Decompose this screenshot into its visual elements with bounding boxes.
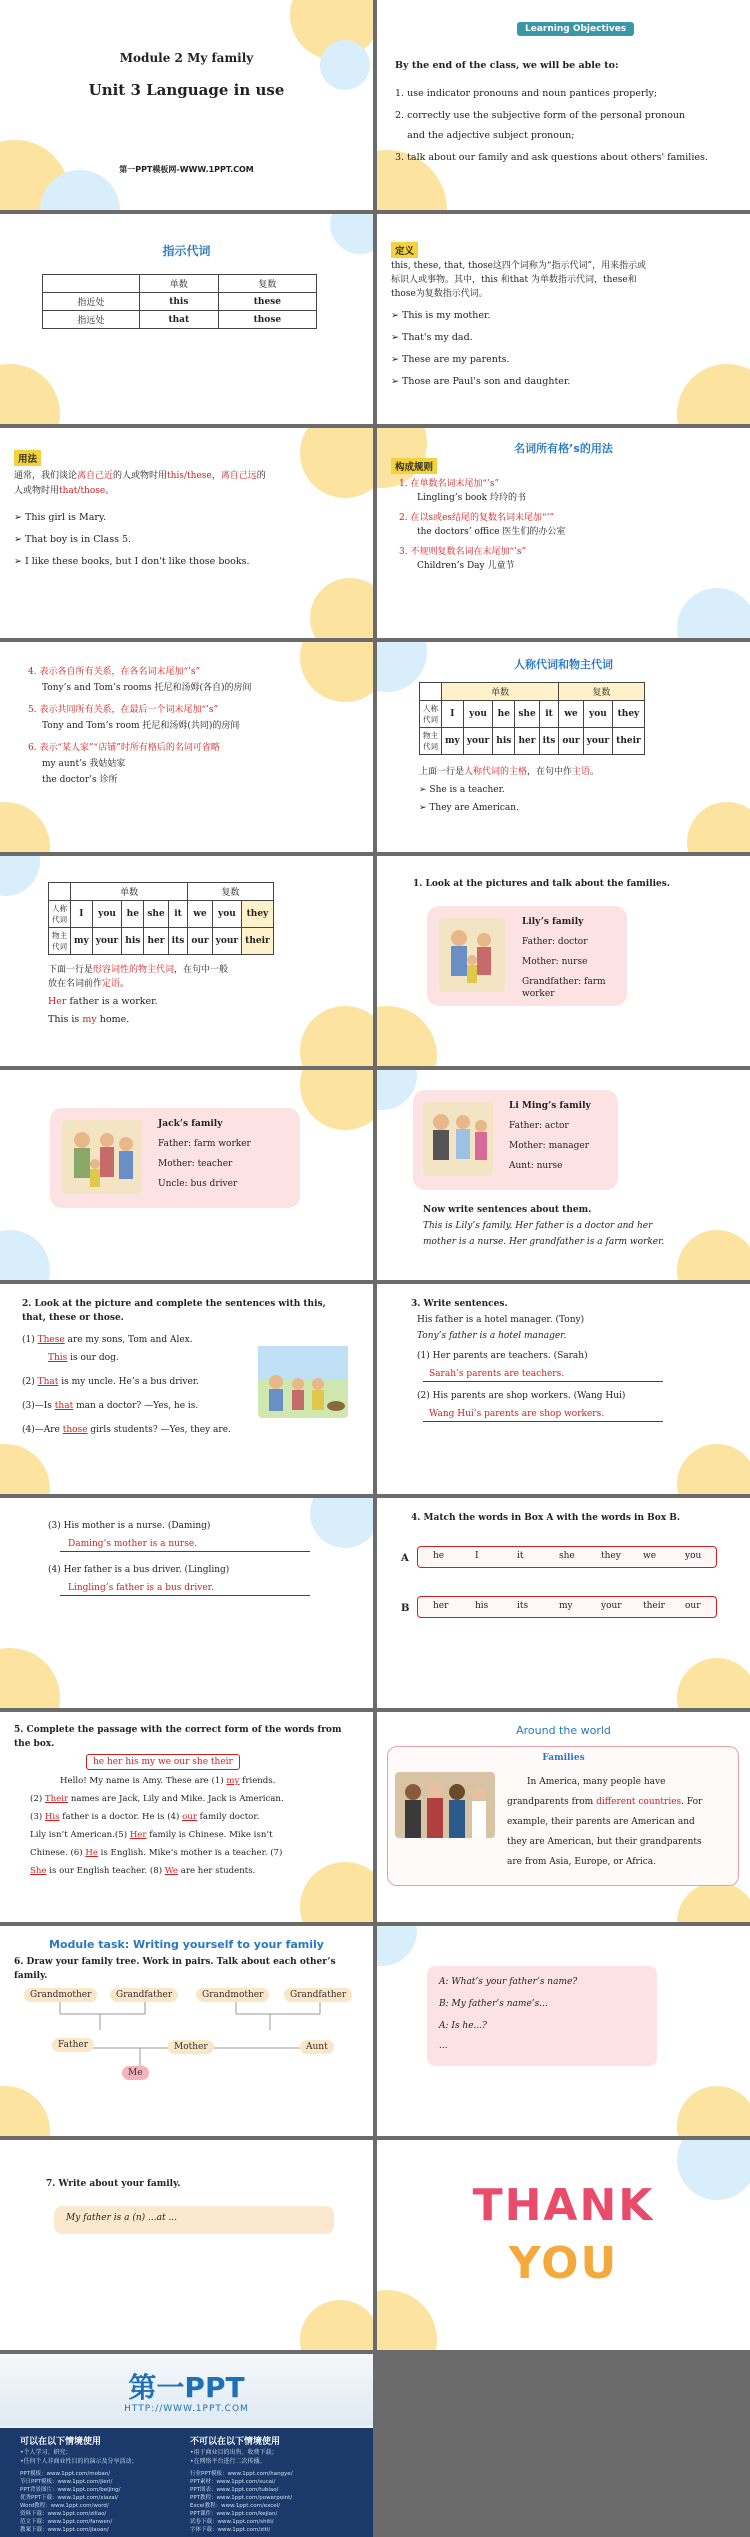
family-line: Father: doctor	[522, 937, 588, 947]
slide-exercise-3-cont[interactable]	[0, 1498, 373, 1708]
table-cell: I	[71, 901, 93, 928]
module-title: Module 2 My family	[119, 51, 254, 65]
slide-objectives[interactable]	[377, 0, 750, 210]
note-line: 上面一行是人称代词的主格，在句中作主语。	[419, 767, 600, 777]
family-photo	[439, 918, 505, 992]
slide-liming-family[interactable]	[377, 1070, 750, 1280]
writing-example: My father is a (n) ...at ...	[66, 2213, 178, 2223]
family-line: Uncle: bus driver	[158, 1179, 238, 1189]
tree-node-me: Me	[122, 2066, 149, 2080]
word-box-item: my	[141, 1757, 156, 1767]
word-box-item: their	[210, 1757, 233, 1767]
table-cell: your	[463, 728, 493, 755]
table-cell	[49, 883, 71, 901]
reading-title: Families	[542, 1753, 585, 1763]
word-box-item: her	[107, 1757, 123, 1767]
slide-module-task[interactable]	[0, 1926, 373, 2136]
family-line: Mother: nurse	[522, 957, 588, 967]
example-bullet: ➢ These are my parents.	[391, 354, 510, 365]
rule-line: 2. 在以s或es结尾的复数名词末尾加“’”	[399, 513, 555, 523]
note-line: 下面一行是形容词性的物主代词，在句中一般	[48, 965, 229, 975]
logo: 第一PPT	[128, 2371, 245, 2404]
decor-circle	[677, 1444, 750, 1494]
dialogue-line: A: Is he...?	[439, 2021, 487, 2031]
table-cell: I	[442, 701, 464, 728]
family-photo	[423, 1102, 493, 1176]
family-illustration-icon	[62, 1120, 142, 1194]
family-name: Lily’s family	[522, 917, 584, 927]
instruction-text: Now write sentences about them.	[423, 1205, 592, 1215]
decor-circle	[310, 1498, 373, 1548]
slide-thank-you[interactable]	[377, 2140, 750, 2350]
site-label: 第一PPT模板网-WWW.1PPT.COM	[119, 165, 254, 174]
question-text: family.	[14, 1971, 48, 1981]
table-cell: your	[583, 728, 613, 755]
question-text: 4. Match the words in Box A with the words in Box B.	[411, 1513, 680, 1523]
family-tree-lines	[0, 1926, 373, 2136]
box-a-word[interactable]: they	[601, 1551, 621, 1561]
exercise-item: (2) That is my uncle. He’s a bus driver.	[22, 1377, 199, 1387]
question-text: that, these or those.	[22, 1313, 124, 1323]
definition-line: this, these, that, those这四个词称为“指示代词”，用来指示或	[391, 261, 647, 271]
slide-exercise-4[interactable]	[377, 1498, 750, 1708]
family-card	[413, 1090, 618, 1190]
answer-text: Sarah’s parents are teachers.	[429, 1369, 565, 1379]
usage-line: 人或物时用that/those。	[14, 486, 115, 496]
table-cell: she	[144, 901, 168, 928]
tree-node: Aunt	[300, 2040, 334, 2054]
example-answer: Tony’s father is a hotel manager.	[417, 1331, 567, 1341]
objective-item: 2. correctly use the subjective form of the personal pronoun	[395, 110, 686, 121]
cannot-use-title: 不可以在以下情境使用	[190, 2437, 281, 2447]
slide-exercise-2[interactable]	[0, 1284, 373, 1494]
slide-title: 指示代词	[162, 244, 211, 258]
answer-text: Lingling’s father is a bus driver.	[68, 1583, 214, 1593]
decor-circle	[677, 588, 750, 638]
prompt-line: (2) His parents are shop workers. (Wang Hui)	[417, 1391, 626, 1401]
family-scene-icon	[258, 1346, 348, 1418]
slide-exercise-5[interactable]	[0, 1712, 373, 1922]
objectives-intro: By the end of the class, we will be able to:	[395, 60, 619, 71]
table-cell: 单数	[71, 883, 188, 901]
usage-line: 通常，我们谈论离自己近的人或物时用this/these，离自己远的	[14, 471, 266, 481]
table-cell: its	[168, 928, 188, 955]
decor-circle	[377, 1070, 417, 1110]
thank-text: THANK	[472, 2180, 655, 2231]
slide-pronoun-table-2[interactable]	[0, 856, 373, 1066]
table-cell: you	[463, 701, 493, 728]
pronoun-table	[419, 682, 645, 755]
definition-line: those为复数指示代词。	[391, 289, 488, 299]
rule-example: Tony’s and Tom’s rooms 托尼和汤姆(各自)的房间	[42, 683, 252, 693]
slide-possessive-rules-2[interactable]	[0, 642, 373, 852]
slide-pronoun-table[interactable]	[377, 642, 750, 852]
table-cell: they	[242, 901, 274, 928]
table-cell: these	[218, 293, 316, 311]
box-a-word[interactable]: it	[517, 1551, 524, 1561]
slide-around-world[interactable]	[377, 1712, 750, 1922]
decor-circle	[0, 1444, 50, 1494]
family-illustration-icon	[439, 918, 505, 992]
decor-circle	[677, 1230, 750, 1280]
objective-item: and the adjective subject pronoun;	[395, 130, 575, 141]
can-use-title: 可以在以下情境使用	[20, 2437, 102, 2447]
rule-example: Lingling’s book 玲玲的书	[417, 493, 526, 503]
rules-tag: 构成规则	[391, 458, 437, 474]
slide-jack-family[interactable]	[0, 1070, 373, 1280]
box-a-word[interactable]: I	[475, 1551, 479, 1561]
table-cell: 单数	[442, 683, 559, 701]
example-bullet: ➢ They are American.	[419, 803, 519, 813]
table-cell: our	[188, 928, 212, 955]
family-photo	[62, 1120, 142, 1194]
table-cell: their	[613, 728, 645, 755]
word-box-item: our	[173, 1757, 190, 1767]
slide-lily-family[interactable]	[377, 856, 750, 1066]
passage-line: (2) Their names are Jack, Lily and Mike. Jack is American.	[30, 1794, 284, 1804]
decor-circle	[0, 364, 60, 424]
exercise-item: This is our dog.	[48, 1353, 119, 1363]
pronoun-table	[48, 882, 274, 955]
slide-ad[interactable]	[0, 2354, 373, 2537]
example-line: Her father is a worker.	[48, 996, 158, 1007]
table-cell: you	[583, 701, 613, 728]
table-cell: my	[442, 728, 464, 755]
example-bullet: ➢ This is my mother.	[391, 310, 491, 321]
tree-node: Grandfather	[110, 1988, 178, 2002]
example-bullet: ➢ She is a teacher.	[419, 785, 505, 795]
box-b-word[interactable]: our	[685, 1601, 701, 1611]
table-cell: he	[122, 901, 144, 928]
decor-circle	[377, 1006, 437, 1066]
dialogue-line: ...	[439, 2041, 448, 2051]
table-cell: she	[515, 701, 539, 728]
unit-title: Unit 3 Language in use	[88, 81, 285, 99]
rule-line: 3. 不规则复数名词在末尾加“’s”	[399, 547, 527, 557]
exercise-item: (3)—Is that man a doctor? —Yes, he is.	[22, 1401, 199, 1411]
word-box-item: we	[157, 1757, 172, 1767]
table-cell: you	[212, 901, 242, 928]
box-a-word[interactable]: she	[559, 1551, 575, 1561]
question-text: 6. Draw your family tree. Work in pairs. Talk about each other’s	[14, 1957, 336, 1967]
reading-line: are from Asia, Europe, or Africa.	[507, 1857, 656, 1867]
slide-possessive-rules[interactable]	[377, 428, 750, 638]
decor-circle	[677, 2086, 750, 2136]
rule-example: the doctor’s 诊所	[42, 775, 118, 785]
dialogue-line: A: What’s your father’s name?	[439, 1977, 578, 1987]
family-line: Mother: manager	[509, 1141, 590, 1151]
family-line: Aunt: nurse	[509, 1161, 563, 1171]
rule-line: 1. 在单数名词末尾加“’s”	[399, 479, 500, 489]
answer-line	[423, 1381, 663, 1382]
table-cell: our	[559, 728, 583, 755]
table-cell: that	[139, 311, 218, 329]
rule-line: 6. 表示“某人家”“店铺”时所有格后的名词可省略	[28, 743, 220, 753]
decor-circle	[300, 1862, 373, 1922]
word-box-item: he	[93, 1757, 105, 1767]
dialogue-line: B: My father’s name’s...	[439, 1999, 548, 2009]
word-box-item: his	[125, 1757, 139, 1767]
family-photo-icon	[395, 1772, 495, 1838]
question-text: 7. Write about your family.	[46, 2179, 181, 2189]
passage-line: (3) His father is a doctor. He is (4) our family doctor.	[30, 1812, 260, 1822]
family-name: Jack’s family	[158, 1119, 223, 1129]
prompt-line: (4) Her father is a bus driver. (Lingling)	[48, 1565, 230, 1575]
box-b-label: B	[401, 1603, 410, 1614]
table-cell: my	[71, 928, 93, 955]
table-cell: 人称代词	[49, 901, 71, 928]
cannot-use-list: •用于商业目的出售、收费下载； •在网络平台进行二次传播。	[190, 2449, 278, 2465]
table-cell: 人称代词	[420, 701, 442, 728]
usage-tag: 用法	[14, 450, 41, 466]
box-b-word[interactable]: his	[475, 1601, 489, 1611]
rule-example: my aunt’s 我姑姑家	[42, 759, 126, 769]
question-text: 2. Look at the picture and complete the sentences with this,	[22, 1299, 326, 1309]
decor-circle	[377, 1926, 417, 1966]
tree-node: Grandfather	[284, 1988, 352, 2002]
question-text: 3. Write sentences.	[411, 1299, 508, 1309]
slide-exercise-3[interactable]	[377, 1284, 750, 1494]
table-cell: its	[539, 728, 559, 755]
rule-line: 4. 表示各自所有关系，在各名词末尾加“’s”	[28, 667, 201, 677]
answer-text: Wang Hui’s parents are shop workers.	[429, 1409, 605, 1419]
tree-node: Grandmother	[24, 1988, 97, 2002]
passage-line: Hello! My name is Amy. These are (1) my friends.	[60, 1776, 276, 1786]
rule-line: 5. 表示共同所有关系，在最后一个词末尾加“’s”	[28, 705, 219, 715]
box-a-label: A	[401, 1553, 409, 1564]
table-cell: 复数	[188, 883, 273, 901]
table-cell: it	[168, 901, 188, 928]
table-cell: your	[92, 928, 122, 955]
answer-line	[60, 1551, 310, 1552]
decor-circle	[377, 2290, 437, 2350]
passage-line: Lily isn’t American.(5) Her family is Chinese. Mike isn’t	[30, 1830, 273, 1840]
table-cell: 指远处	[43, 311, 140, 329]
table-cell: 单数	[139, 275, 218, 293]
table-cell: those	[218, 311, 316, 329]
example-bullet: ➢ I like these books, but I don't like those books.	[14, 556, 250, 567]
reading-line: In America, many people have	[527, 1777, 666, 1787]
table-cell: we	[188, 901, 212, 928]
reading-line: they are American, but their grandparents	[507, 1837, 702, 1847]
decor-circle	[310, 578, 373, 638]
box-a-word[interactable]: he	[433, 1551, 445, 1561]
decor-circle	[677, 1882, 750, 1922]
table-cell: 复数	[559, 683, 644, 701]
box-b-word[interactable]: their	[643, 1601, 665, 1611]
slide-usage[interactable]	[0, 428, 373, 638]
table-cell: 指近处	[43, 293, 140, 311]
link-list[interactable]: 行业PPT模板：www.1ppt.com/hangye/ PPT素材：www.1ppt.com/sucai/ PPT图表：www.1ppt.com/tubiao/ PPT教程：www.1ppt.com/powerpoint/ Excel教程：www.1ppt.com/excel/ PPT课件：www.1ppt.com/kejian/ 试卷下载：www.1ppt.com/shiti/ 字体下载：www.1ppt.com/ziti/	[190, 2471, 293, 2533]
example-text: mother is a nurse. Her grandfather is a farm worker.	[423, 1237, 665, 1247]
you-text: YOU	[508, 2238, 619, 2289]
slide-definition[interactable]	[377, 214, 750, 424]
answer-line	[60, 1595, 310, 1596]
question-text: 1. Look at the pictures and talk about the families.	[413, 879, 670, 889]
passage-line: She is our English teacher. (8) We are her students.	[30, 1866, 256, 1876]
note-line: 放在名词前作定语。	[48, 979, 130, 989]
decor-circle	[300, 428, 373, 498]
example-bullet: ➢ Those are Paul's son and daughter.	[391, 376, 571, 387]
demonstrative-table	[42, 274, 317, 329]
table-cell: his	[493, 728, 515, 755]
box-b-word[interactable]: her	[433, 1601, 449, 1611]
decor-circle	[0, 1648, 60, 1708]
box-a-word[interactable]: we	[643, 1551, 657, 1561]
prompt-line: (1) Her parents are teachers. (Sarah)	[417, 1351, 588, 1361]
exercise-picture	[258, 1346, 348, 1418]
definition-tag: 定义	[391, 242, 418, 258]
prompt-line: (3) His mother is a nurse. (Daming)	[48, 1521, 211, 1531]
decor-circle	[300, 1070, 373, 1130]
table-cell: 复数	[218, 275, 316, 293]
decor-circle	[0, 856, 40, 896]
prompt-line: His father is a hotel manager. (Tony)	[417, 1315, 585, 1325]
table-cell: it	[539, 701, 559, 728]
slide-title: Module task: Writing yourself to your family	[49, 1938, 324, 1951]
table-cell: we	[559, 701, 583, 728]
table-cell	[420, 683, 442, 701]
table-cell: your	[212, 928, 242, 955]
table-cell: her	[515, 728, 539, 755]
table-cell: they	[613, 701, 645, 728]
slide-title: Around the world	[516, 1724, 611, 1737]
table-cell: their	[242, 928, 274, 955]
example-line: This is my home.	[48, 1014, 130, 1025]
family-illustration-icon	[423, 1102, 493, 1176]
rule-example: the doctors’ office 医生们的办公室	[417, 527, 566, 537]
table-cell: you	[92, 901, 122, 928]
exercise-item: (1) These are my sons, Tom and Alex.	[22, 1335, 193, 1345]
objectives-badge: Learning Objectives	[517, 22, 634, 36]
logo-url[interactable]: HTTP://WWW.1PPT.COM	[124, 2404, 249, 2414]
reading-line: grandparents from different countries. For	[507, 1797, 703, 1807]
box-b-word[interactable]: your	[601, 1601, 622, 1611]
slide-title[interactable]	[0, 0, 373, 210]
slide-writing[interactable]	[0, 2140, 373, 2350]
example-bullet: ➢ This girl is Mary.	[14, 512, 107, 523]
family-line: Father: farm worker	[158, 1139, 251, 1149]
word-box-item: she	[192, 1757, 209, 1767]
table-cell	[43, 275, 140, 293]
answer-line	[423, 1421, 663, 1422]
decor-circle	[300, 1006, 373, 1066]
definition-line: 标识人或事物。其中，this 和that 为单数指示代词，these和	[391, 275, 637, 285]
table-cell: 物主代词	[420, 728, 442, 755]
family-line: Father: actor	[509, 1121, 569, 1131]
slide-title: 人称代词和物主代词	[514, 658, 613, 671]
table-cell: this	[139, 293, 218, 311]
decor-circle	[0, 802, 50, 852]
slide-demonstratives[interactable]	[0, 214, 373, 424]
family-card	[50, 1108, 300, 1208]
example-bullet: ➢ That boy is in Class 5.	[14, 534, 132, 545]
reading-line: example, their parents are American and	[507, 1817, 695, 1827]
box-b-word[interactable]: my	[559, 1601, 573, 1611]
slide-dialogue[interactable]	[377, 1926, 750, 2136]
table-cell: 物主代词	[49, 928, 71, 955]
family-card	[427, 906, 627, 1006]
box-b-word[interactable]: its	[517, 1601, 529, 1611]
passage-line: Chinese. (6) He is English. Mike’s mother is a teacher. (7)	[30, 1848, 283, 1858]
family-photo	[395, 1772, 495, 1838]
slide-title: 名词所有格’s的用法	[514, 442, 613, 455]
rule-example: Tony and Tom’s room 托尼和汤姆(共同)的房间	[42, 721, 240, 731]
family-line: Grandfather: farm worker	[522, 977, 606, 1000]
can-use-list: •个人学习、研究； •任何个人非商业性目的的演示及分享活动；	[20, 2449, 138, 2465]
box-a-word[interactable]: you	[685, 1551, 702, 1561]
family-line: Mother: teacher	[158, 1159, 233, 1169]
word-box	[86, 1754, 240, 1770]
answer-text: Daming’s mother is a nurse.	[68, 1539, 198, 1549]
decor-circle	[300, 642, 373, 702]
exercise-item: (4)—Are those girls students? —Yes, they are.	[22, 1425, 231, 1435]
example-text: This is Lily’s family. Her father is a doctor and her	[423, 1221, 653, 1231]
table-cell: his	[122, 928, 144, 955]
question-text: the box.	[14, 1739, 55, 1749]
link-list[interactable]: PPT模板：www.1ppt.com/moban/ 节日PPT模板：www.1ppt.com/jieri/ PPT背景图片：www.1ppt.com/beijing/ 优秀PPT下载：www.1ppt.com/xiazai/ Word教程：www.1ppt.com/word/ 资料下载：www.1ppt.com/ziliao/ 范文下载：www.1ppt.com/fanwen/ 教案下载：www.1ppt.com/jiaoan/	[20, 2471, 121, 2533]
tree-node: Grandmother	[196, 1988, 269, 2002]
question-text: 5. Complete the passage with the correct form of the words from	[14, 1725, 342, 1735]
decor-circle	[687, 802, 750, 852]
decor-circle	[300, 2300, 373, 2350]
table-cell: he	[493, 701, 515, 728]
objective-item: 1. use indicator pronouns and noun pantices properly;	[395, 88, 658, 99]
objective-item: 3. talk about our family and ask questions about others' families.	[395, 152, 708, 163]
tree-node: Father	[52, 2038, 94, 2052]
decor-circle	[677, 364, 750, 424]
table-cell: her	[144, 928, 168, 955]
tree-node: Mother	[168, 2040, 214, 2054]
family-name: Li Ming’s family	[509, 1101, 591, 1111]
rule-example: Children’s Day 儿童节	[417, 561, 515, 571]
decor-circle	[0, 1230, 50, 1280]
example-bullet: ➢ That's my dad.	[391, 332, 473, 343]
